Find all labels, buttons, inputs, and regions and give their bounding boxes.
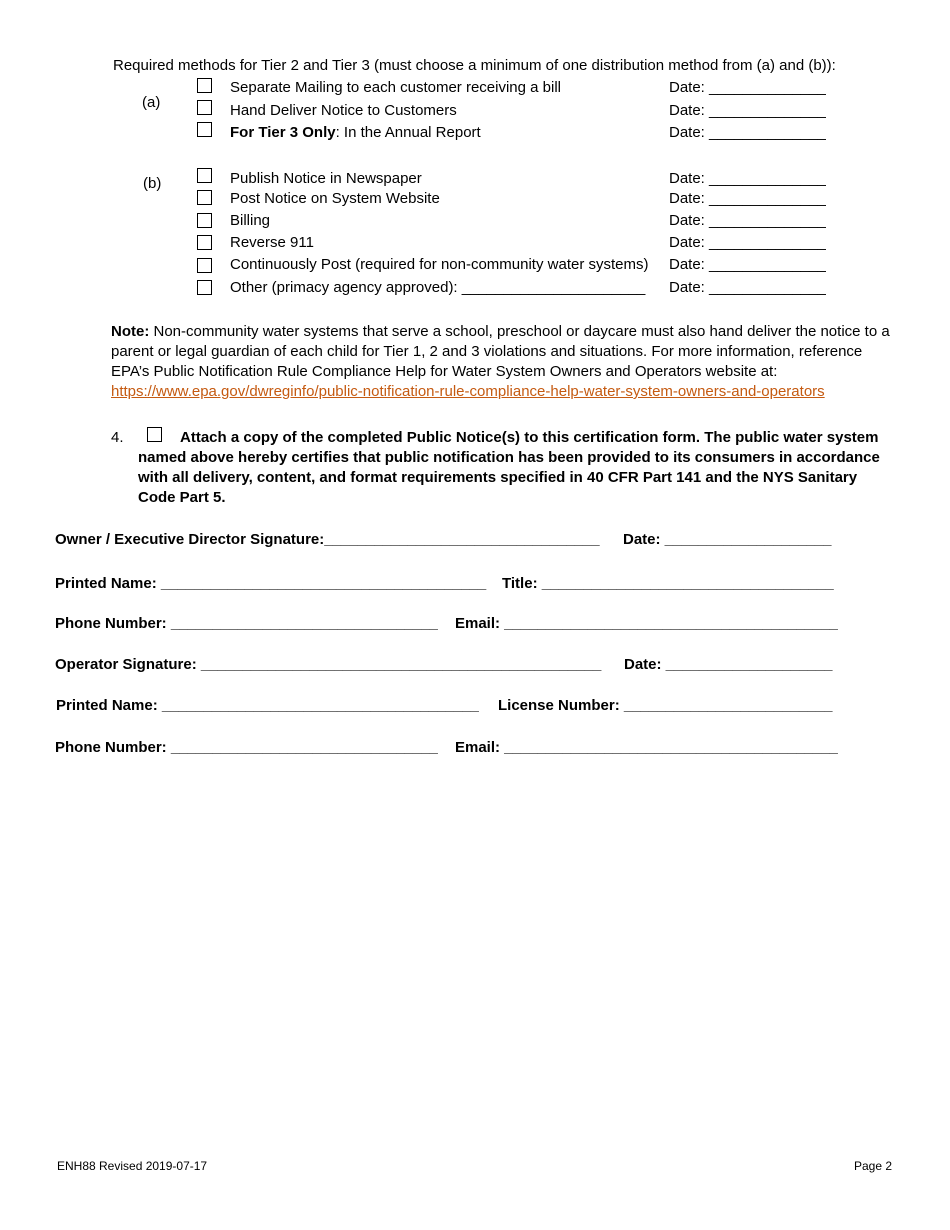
option-annual-report <box>230 124 481 142</box>
epa-link[interactable]: https://www.epa.gov/dwreginfo/public-notification-rule-compliance-help-water-system-owners-and-operators <box>111 383 825 400</box>
footer-revision: ENH88 Revised 2019-07-17 <box>57 1159 208 1173</box>
option-continuously-post: Continuously Post (required for non-community water systems) <box>230 256 649 273</box>
operator-printed-name-field[interactable]: Printed Name: ______________________________________ <box>56 697 479 714</box>
certification-lead: Attach a copy of the completed Public Notice(s) to this certification form <box>180 429 696 446</box>
checkbox-website[interactable] <box>197 190 212 205</box>
tier3-only-label: For Tier 3 Only <box>230 124 336 141</box>
operator-email-field[interactable]: Email: ________________________________________ <box>455 739 838 756</box>
group-a-label: (a) <box>142 94 161 111</box>
checkbox-newspaper[interactable] <box>197 168 212 183</box>
date-field-continuously-post[interactable]: Date: ______________ <box>669 256 826 273</box>
date-field-reverse-911[interactable]: Date: ______________ <box>669 234 826 251</box>
checkbox-other[interactable] <box>197 280 212 295</box>
date-field-billing[interactable]: Date: ______________ <box>669 212 826 229</box>
option-website: Post Notice on System Website <box>230 190 440 207</box>
checkbox-reverse-911[interactable] <box>197 235 212 250</box>
methods-intro: Required methods for Tier 2 and Tier 3 (must choose a minimum of one distribution method from (a) and (b)): <box>113 57 836 74</box>
option-billing: Billing <box>230 212 271 229</box>
group-b-label: (b) <box>143 175 162 192</box>
date-field-other[interactable]: Date: ______________ <box>669 279 826 296</box>
checkbox-annual-report[interactable] <box>197 122 212 137</box>
owner-signature-field[interactable]: Owner / Executive Director Signature:_________________________________ <box>55 531 600 548</box>
certification-rest: . The public water system named above hereby certifies that public notification has been provided to its consumers in accordance with all delivery, content, and format requirements specified in 40 CFR Part 141 and the NYS Sanitary Code Part 5. <box>138 429 880 506</box>
certification-statement <box>138 428 898 508</box>
owner-printed-name-field[interactable]: Printed Name: _______________________________________ <box>55 575 487 592</box>
item-4-number: 4. <box>111 429 124 446</box>
option-other: Other (primacy agency approved): ______________________ <box>230 279 646 296</box>
note-text: Non-community water systems that serve a school, preschool or daycare must also hand deliver the notice to a parent or legal guardian of each child for Tier 1, 2 and 3 violations and situations. For more information, reference EPA’s Public Notification Rule Compliance Help for Water System Owners and Operators website at: <box>111 323 890 380</box>
checkbox-separate-mailing[interactable] <box>197 78 212 93</box>
checkbox-billing[interactable] <box>197 213 212 228</box>
option-separate-mailing: Separate Mailing to each customer receiving a bill <box>230 79 562 96</box>
option-hand-deliver: Hand Deliver Notice to Customers <box>230 102 457 119</box>
operator-phone-field[interactable]: Phone Number: ________________________________ <box>55 739 438 756</box>
owner-email-field[interactable]: Email: ________________________________________ <box>455 615 838 632</box>
operator-date-field[interactable]: Date: ____________________ <box>624 656 833 673</box>
operator-signature-field[interactable]: Operator Signature: ________________________________________________ <box>55 656 602 673</box>
annual-report-text: : In the Annual Report <box>335 124 481 141</box>
owner-title-field[interactable]: Title: ___________________________________ <box>502 575 834 592</box>
date-field-hand-deliver[interactable]: Date: ______________ <box>669 102 826 119</box>
checkbox-continuously-post[interactable] <box>197 258 212 273</box>
checkbox-hand-deliver[interactable] <box>197 100 212 115</box>
date-field-newspaper[interactable]: Date: ______________ <box>669 170 826 187</box>
option-reverse-911: Reverse 911 <box>230 234 314 251</box>
date-field-annual-report[interactable]: Date: ______________ <box>669 124 826 141</box>
date-field-separate-mailing[interactable]: Date: ______________ <box>669 79 826 96</box>
operator-license-field[interactable]: License Number: _________________________ <box>498 697 833 714</box>
owner-date-field[interactable]: Date: ____________________ <box>623 531 832 548</box>
date-field-website[interactable]: Date: ______________ <box>669 190 826 207</box>
owner-phone-field[interactable]: Phone Number: ________________________________ <box>55 615 438 632</box>
footer-page-number: Page 2 <box>854 1159 893 1173</box>
option-newspaper: Publish Notice in Newspaper <box>230 170 422 187</box>
note-paragraph <box>111 322 901 402</box>
note-label: Note: <box>111 323 150 340</box>
